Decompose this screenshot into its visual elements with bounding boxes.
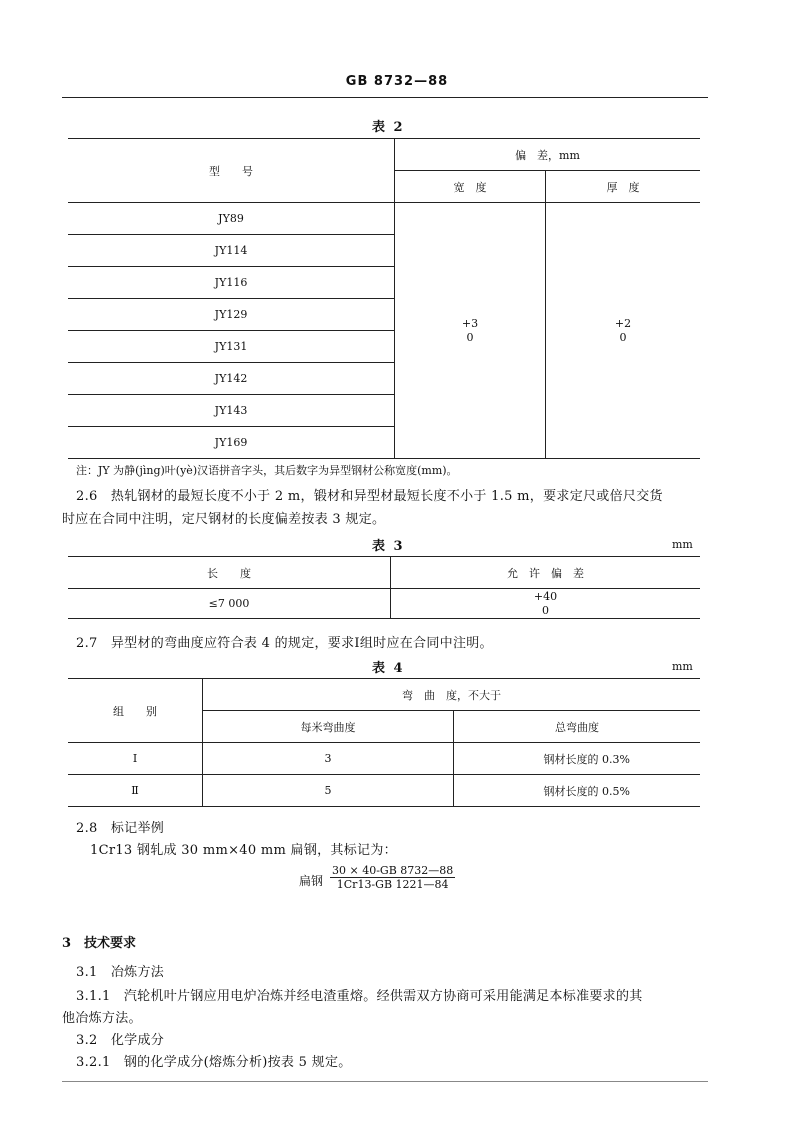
- section-3-title: 3 技术要求: [62, 936, 137, 951]
- document-header: GB 8732—88: [345, 74, 449, 89]
- table4-total-cell: 钢材长度的 0.5%: [454, 775, 701, 807]
- section-3-1: 3.1 冶炼方法: [76, 965, 165, 980]
- para-2-6-line2: 时应在合同中注明，定尺钢材的长度偏差按表 3 规定。: [62, 512, 386, 527]
- section-3-2: 3.2 化学成分: [76, 1033, 165, 1048]
- table2-caption: 表 2: [372, 120, 405, 135]
- table-3: [68, 556, 700, 619]
- section-3-1-1-line2: 他冶炼方法。: [62, 1011, 142, 1026]
- table2-deviation-header: 偏 差，mm: [395, 139, 701, 171]
- table3-dev-lower: 0: [542, 603, 549, 617]
- thick-dev-upper: +2: [614, 316, 632, 330]
- table2-model-cell: JY131: [68, 331, 395, 363]
- table3-dev-upper: +40: [533, 589, 558, 603]
- width-dev-upper: +3: [461, 316, 479, 330]
- thick-dev-lower: 0: [619, 330, 627, 344]
- para-2-6-line1: 2.6 热轧钢材的最短长度不小于 2 m，锻材和异型材最短长度不小于 1.5 m，要求定尺或倍尺交货: [76, 489, 663, 504]
- table4-per-m-cell: 5: [203, 775, 454, 807]
- table3-length-header: 长 度: [68, 557, 391, 589]
- table2-thickness-deviation: [546, 203, 701, 459]
- table4-total-cell: 钢材长度的 0.3%: [454, 743, 701, 775]
- table2-model-cell: JY143: [68, 395, 395, 427]
- marking-denominator: 1Cr13-GB 1221—84: [336, 878, 449, 891]
- table4-total-header: 总弯曲度: [454, 711, 701, 743]
- section-3-2-1: 3.2.1 钢的化学成分(熔炼分析)按表 5 规定。: [76, 1055, 352, 1070]
- table3-deviation-cell: [391, 589, 701, 619]
- table2-model-cell: JY116: [68, 267, 395, 299]
- table-4: [68, 678, 700, 807]
- footer-rule: [62, 1081, 708, 1082]
- table2-width-deviation: [395, 203, 546, 459]
- table2-model-cell: JY129: [68, 299, 395, 331]
- section-3-1-1-line1: 3.1.1 汽轮机叶片钢应用电炉冶炼并经电渣重熔。经供需双方协商可采用能满足本标准要求的其: [76, 989, 643, 1004]
- table-2: [68, 138, 700, 459]
- table4-group-cell: Ⅱ: [68, 775, 203, 807]
- table4-caption: 表 4: [372, 661, 405, 676]
- table2-thickness-header: 厚 度: [546, 171, 701, 203]
- table4-per-m-header: 每米弯曲度: [203, 711, 454, 743]
- para-2-7: 2.7 异型材的弯曲度应符合表 4 的规定，要求Ⅰ组时应在合同中注明。: [76, 636, 493, 651]
- para-2-8-text: 1Cr13 钢轧成 30 mm×40 mm 扁钢，其标记为：: [90, 843, 397, 858]
- marking-numerator: 30 × 40-GB 8732—88: [332, 864, 454, 877]
- header-rule: [62, 97, 708, 98]
- table2-model-cell: JY89: [68, 203, 395, 235]
- table4-unit: mm: [672, 660, 693, 673]
- table3-deviation-header: 允 许 偏 差: [391, 557, 701, 589]
- marking-label: 扁钢: [299, 874, 324, 888]
- para-2-8-title: 2.8 标记举例: [76, 821, 165, 836]
- table3-unit: mm: [672, 538, 693, 551]
- table2-width-header: 宽 度: [395, 171, 546, 203]
- marking-fraction: [330, 864, 455, 891]
- table2-model-cell: JY142: [68, 363, 395, 395]
- table2-model-header: 型 号: [68, 139, 395, 203]
- table4-bend-header: 弯 曲 度，不大于: [203, 679, 701, 711]
- table2-model-cell: JY114: [68, 235, 395, 267]
- width-dev-lower: 0: [466, 330, 474, 344]
- table2-model-cell: JY169: [68, 427, 395, 459]
- table2-note: 注：JY 为静(jìng)叶(yè)汉语拼音字头，其后数字为异型钢材公称宽度(mm)。: [76, 464, 458, 477]
- table4-group-cell: Ⅰ: [68, 743, 203, 775]
- table4-per-m-cell: 3: [203, 743, 454, 775]
- table3-length-cell: ≤7 000: [68, 589, 391, 619]
- table3-caption: 表 3: [372, 539, 405, 554]
- table4-group-header: 组 别: [68, 679, 203, 743]
